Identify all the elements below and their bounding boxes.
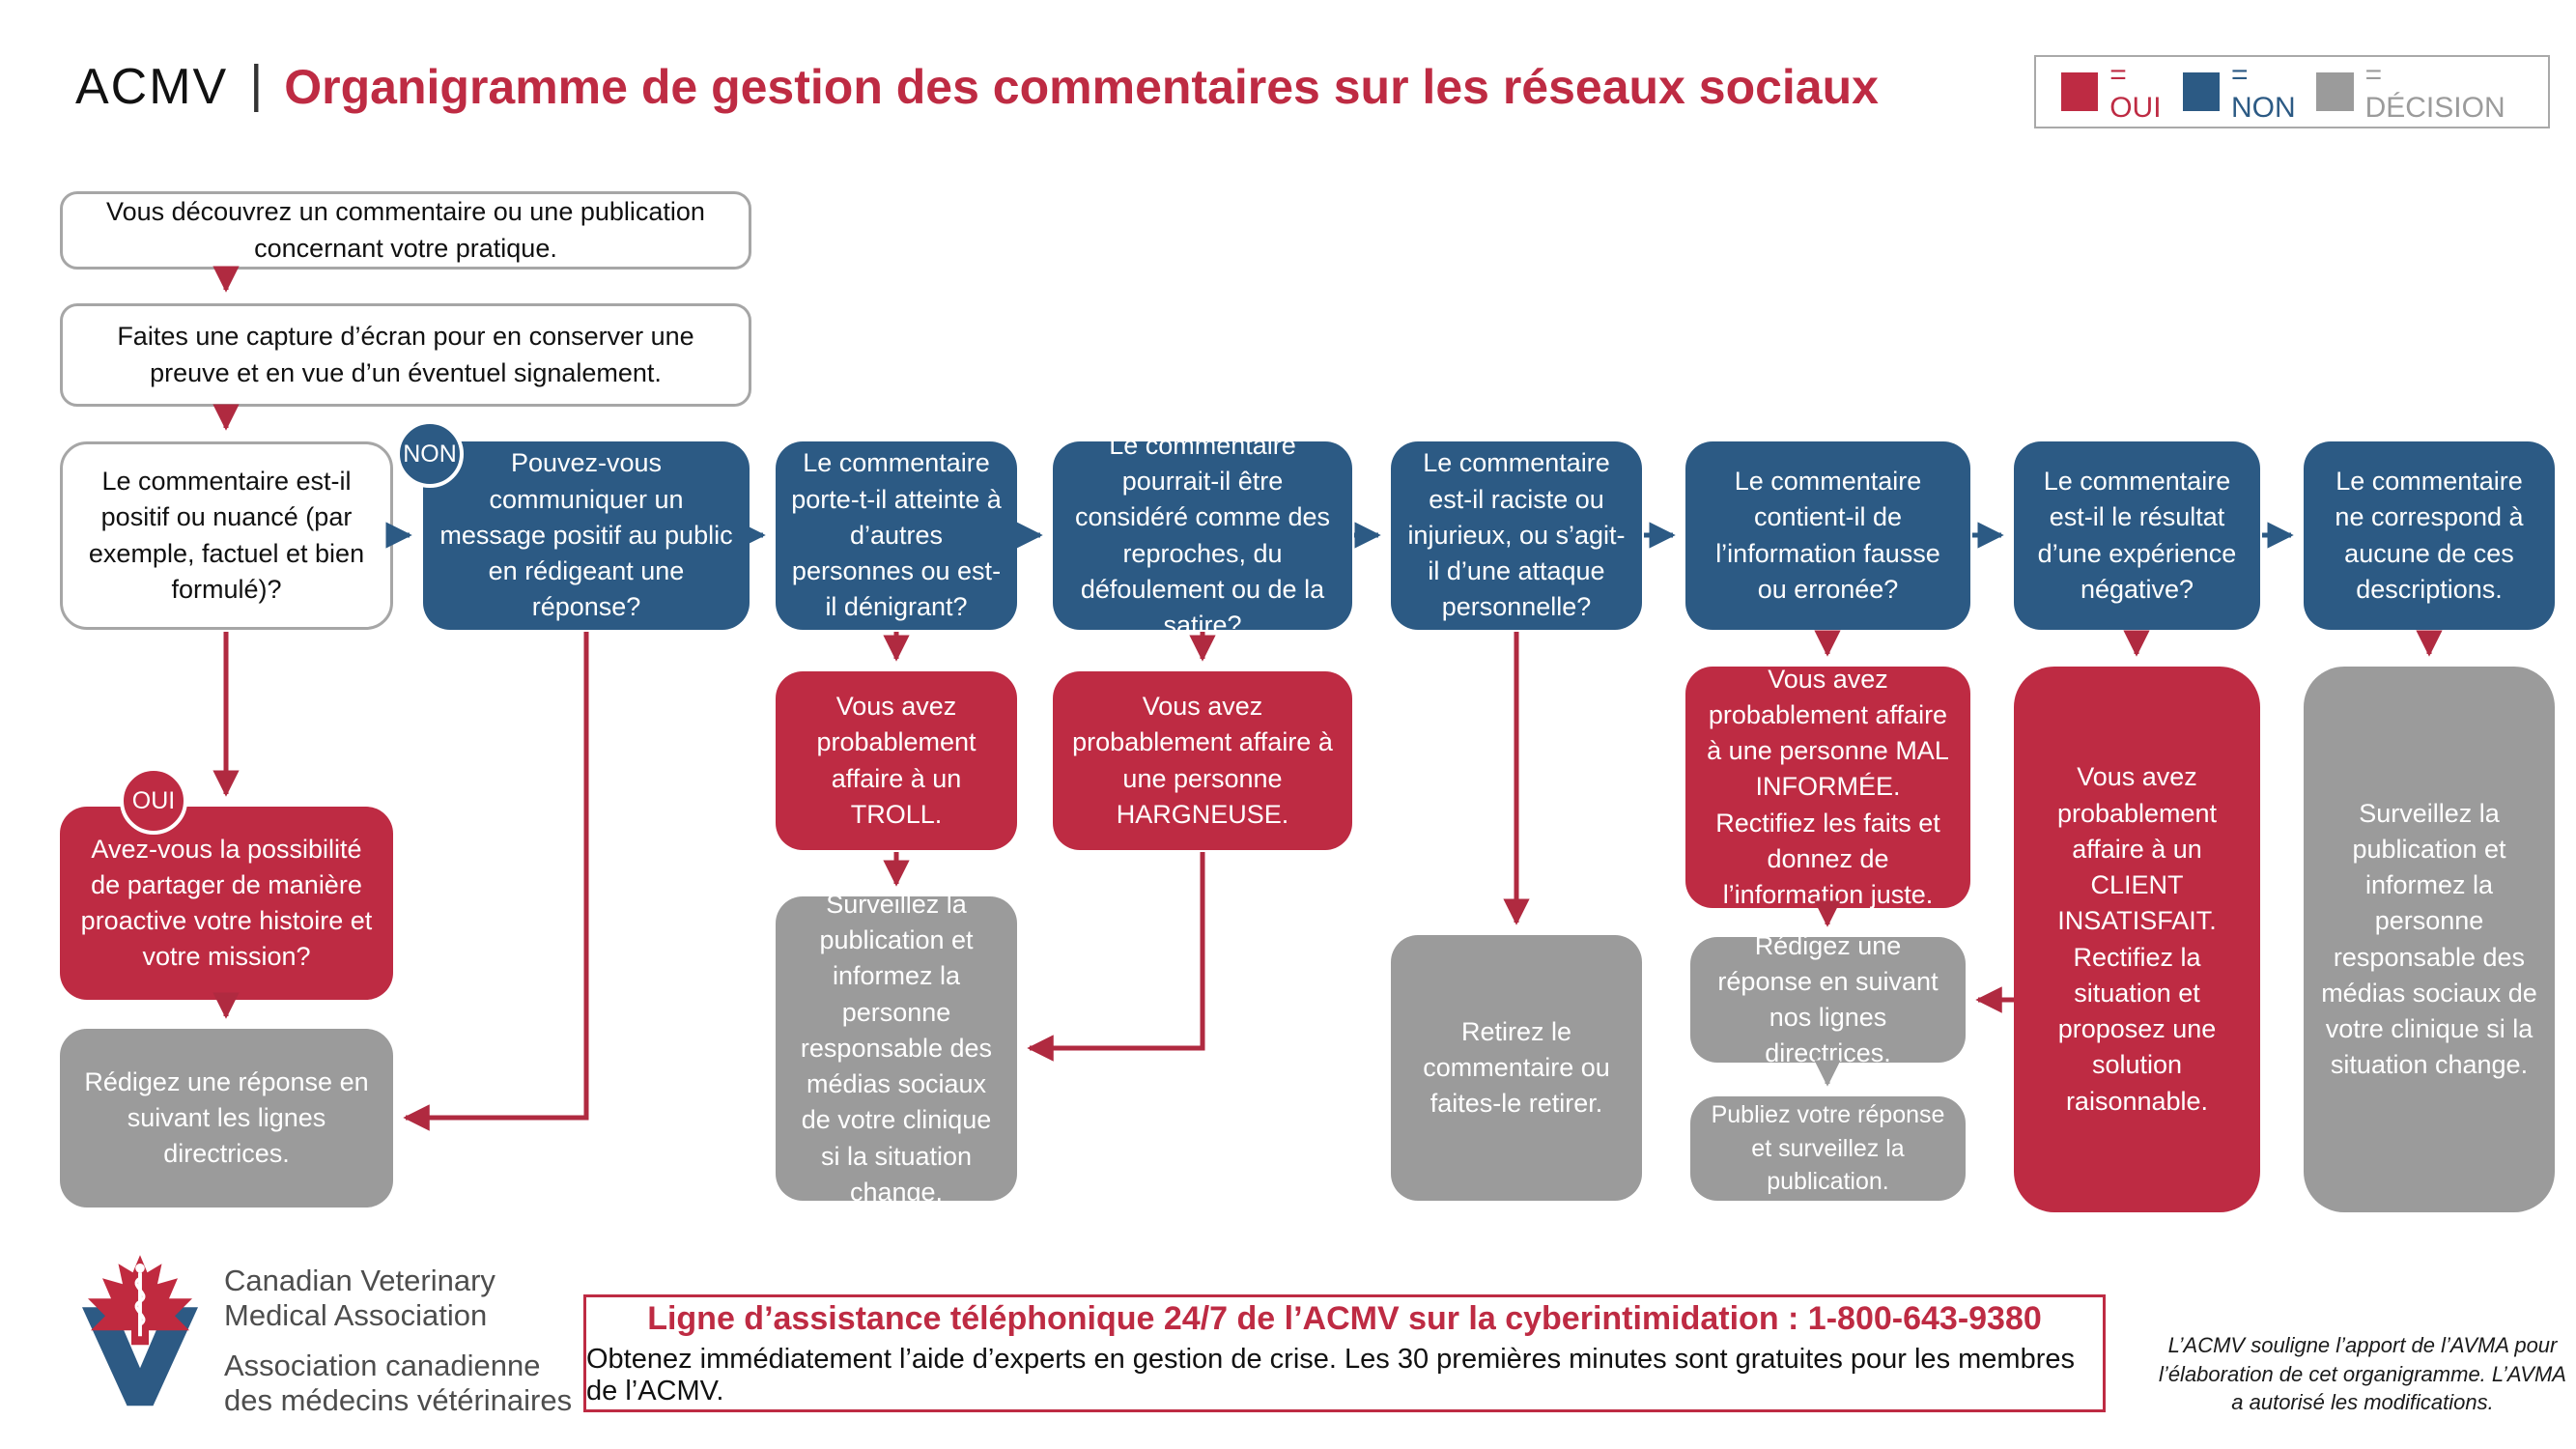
node-question-reproches-label: Le commentaire pourrait-il être considéré comme des reproches, du défoulement ou de la satire? [1074, 430, 1331, 639]
node-question-message-positif-label: Pouvez-vous communiquer un message positif au public en rédigeant une réponse? [439, 448, 733, 622]
node-question-raciste-label: Le commentaire est-il raciste ou injurieux, ou s’agit-il d’une attaque personnelle? [1407, 448, 1626, 622]
arrow-messagepositif-to-lignes [406, 632, 586, 1118]
oui-badge-label: OUI [131, 786, 176, 814]
legend-decision-label: = DÉCISION [2364, 59, 2505, 124]
node-troll-label: Vous avez probablement affaire à un TROLL. [816, 692, 977, 829]
node-question-positif-label: Le commentaire est-il positif ou nuancé (par exemple, factuel et bien formulé)? [88, 467, 365, 604]
non-badge [396, 420, 464, 488]
logo-line-2: Medical Association [224, 1297, 488, 1332]
page-title: Organigramme de gestion des commentaires sur les réseaux sociaux [284, 60, 1879, 114]
logo-line-1: Canadian Veterinary [224, 1264, 495, 1297]
node-publiez-label: Publiez votre réponse et surveillez la publication. [1711, 1101, 1945, 1196]
avma-credit-note: L’ACMV souligne l’apport de l’AVMA pour l’élaboration de cet organigramme. L’AVMA a autorisé les modifications. [2159, 1333, 2566, 1415]
node-start-label: Vous découvrez un commentaire ou une publication concernant votre pratique. [106, 197, 705, 263]
brand-acmv: ACMV [75, 59, 229, 115]
header-divider: | [249, 55, 264, 113]
node-question-experience-label: Le commentaire est-il le résultat d’une expérience négative? [2037, 467, 2237, 604]
node-client-insatisfait-label: Vous avez probablement affaire à un CLIENT INSATISFAIT. Rectifiez la situation et proposez une solution raisonnable. [2056, 762, 2218, 1116]
node-capture-label: Faites une capture d’écran pour en conserver une preuve et en vue d’un éventuel signalement. [117, 322, 694, 387]
node-nos-lignes-label: Rédigez une réponse en suivant nos lignes directrices. [1717, 930, 1939, 1068]
node-surveillez-2-label: Surveillez la publication et informez la personne responsable des médias sociaux de votre clinique si la situation change. [2321, 798, 2537, 1080]
node-hargneuse-label: Vous avez probablement affaire à une personne HARGNEUSE. [1072, 692, 1333, 829]
node-question-atteinte-label: Le commentaire porte-t-il atteinte à d’autres personnes ou est-il dénigrant? [791, 448, 1002, 622]
helpline-subtitle: Obtenez immédiatement l’aide d’experts en gestion de crise. Les 30 premières minutes sont gratuites pour les membres de l’ACMV. [586, 1343, 2075, 1406]
node-mal-informee-label: Vous avez probablement affaire à une personne MAL INFORMÉE. Rectifiez les faits et donnez de l’information juste. [1707, 664, 1949, 910]
node-question-information-label: Le commentaire contient-il de l’information fausse ou erronée? [1715, 467, 1940, 604]
oui-badge [120, 767, 187, 835]
node-lignes-directrices-label: Rédigez une réponse en suivant les lignes directrices. [84, 1066, 369, 1169]
legend-non-label: = NON [2230, 59, 2296, 124]
legend-oui-label: = OUI [2109, 59, 2162, 124]
logo-line-3: Association canadienne [224, 1348, 541, 1382]
node-question-aucune-label: Le commentaire ne correspond à aucune de ces descriptions. [2335, 467, 2524, 604]
helpline-title: Ligne d’assistance téléphonique 24/7 de l’ACMV sur la cyberintimidation : 1-800-643-9380 [647, 1299, 2042, 1337]
arrow-hargneuse-to-surveillez [1030, 852, 1203, 1048]
node-surveillez-1-label: Surveillez la publication et informez la personne responsable des médias sociaux de votre clinique si la situation change. [800, 889, 993, 1207]
non-badge-label: NON [403, 440, 457, 468]
red-arrows [226, 271, 2429, 1118]
node-proactif-label: Avez-vous la possibilité de partager de manière proactive votre histoire et votre mission? [80, 834, 373, 972]
logo-line-4: des médecins vétérinaires [224, 1382, 573, 1417]
node-retirez-label: Retirez le commentaire ou faites-le retirer. [1423, 1016, 1610, 1119]
